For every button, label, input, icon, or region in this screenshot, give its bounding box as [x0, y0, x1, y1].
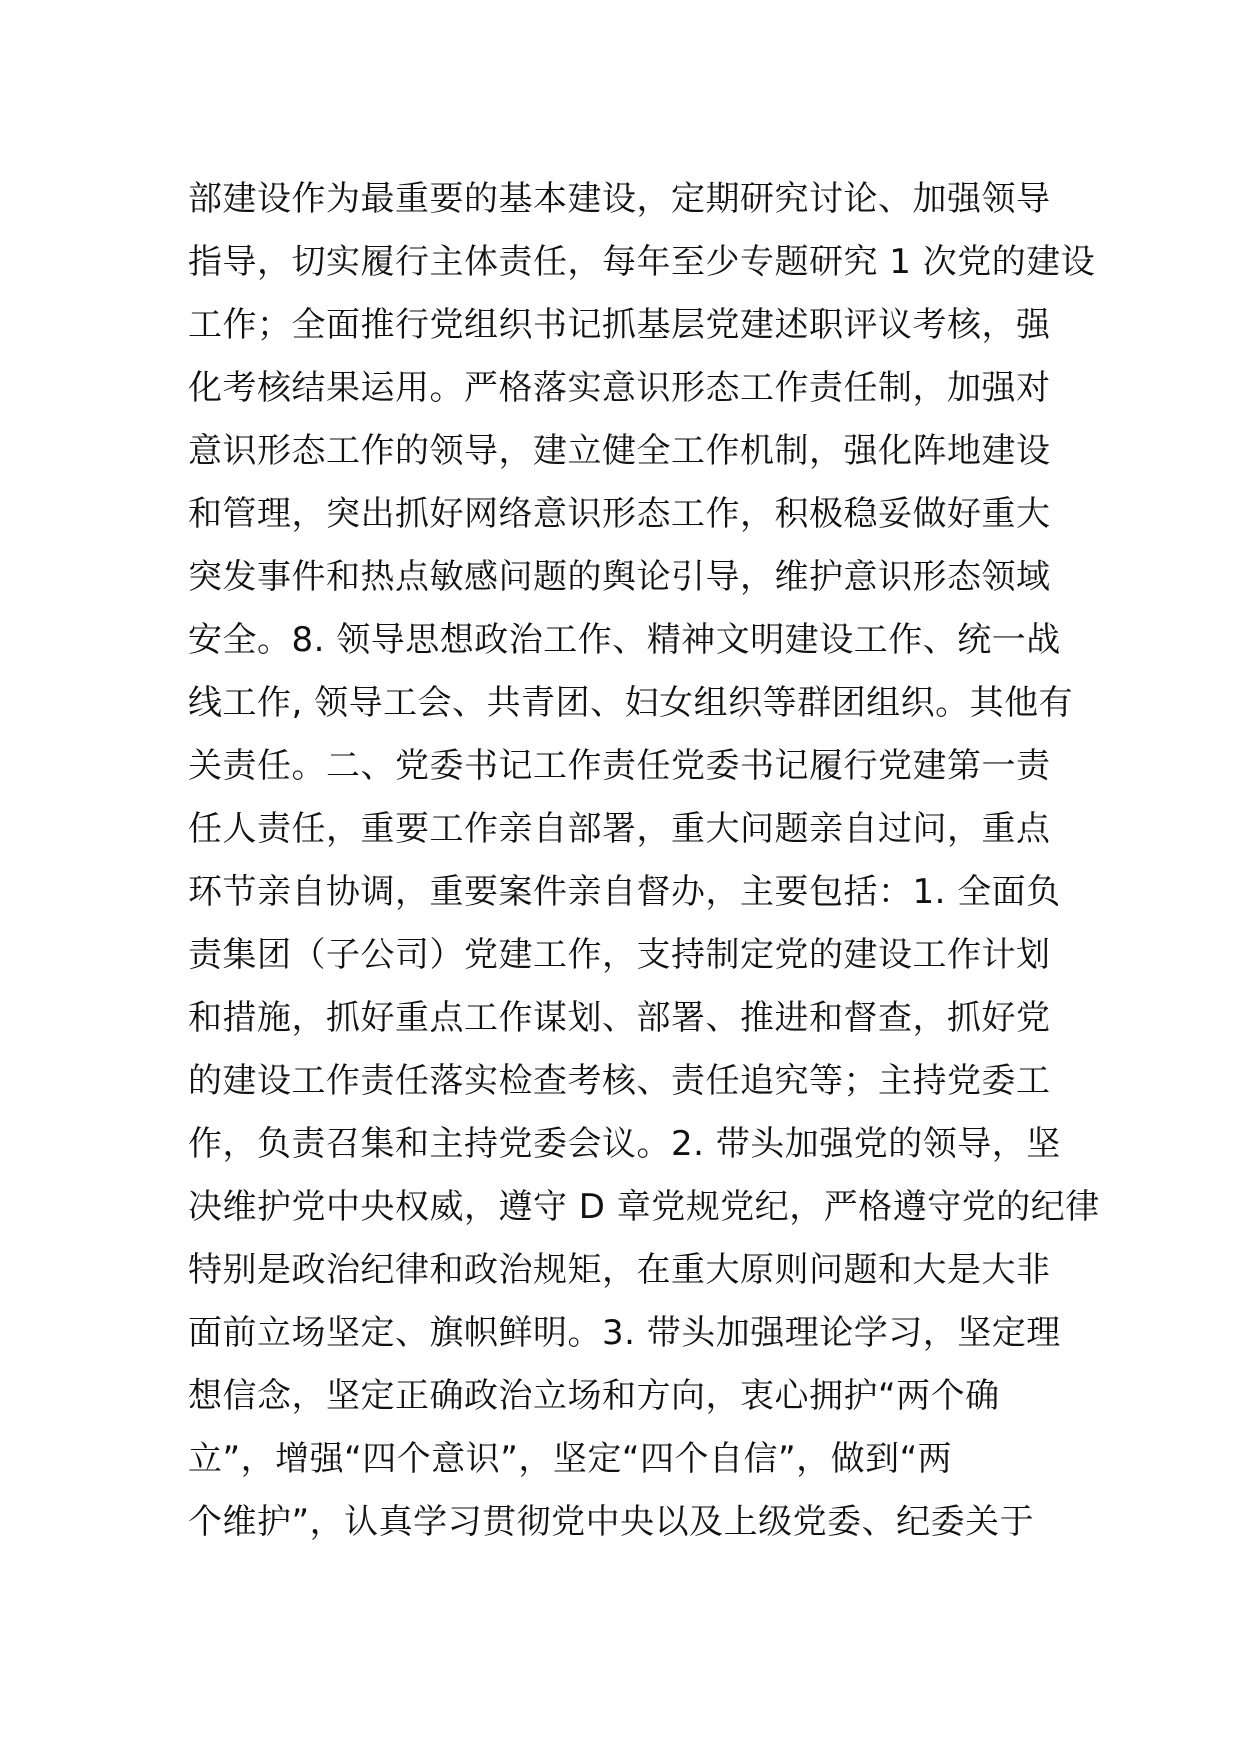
text-line: 化考核结果运用。严格落实意识形态工作责任制，加强对 [188, 368, 1051, 408]
text-line: 线工作, 领导工会、共青团、妇女组织等群团组织。其他有 [188, 683, 1074, 723]
text-line: 意识形态工作的领导，建立健全工作机制，强化阵地建设 [188, 431, 1051, 471]
text-line: 的建设工作责任落实检查考核、责任追究等；主持党委工 [188, 1061, 1051, 1101]
text-line: 想信念，坚定正确政治立场和方向，衷心拥护“两个确 [188, 1376, 1000, 1416]
text-line: 安全。8. 领导思想政治工作、精神文明建设工作、统一战 [188, 620, 1061, 660]
body-text [188, 168, 1100, 1554]
text-line: 决维护党中央权威，遵守 D 章党规党纪，严格遵守党的纪律 [188, 1187, 1100, 1227]
text-line: 环节亲自协调，重要案件亲自督办，主要包括：1. 全面负 [188, 872, 1061, 912]
text-line: 面前立场坚定、旗帜鲜明。3. 带头加强理论学习，坚定理 [188, 1313, 1061, 1353]
text-line: 工作；全面推行党组织书记抓基层党建述职评议考核，强 [188, 305, 1051, 345]
text-line: 个维护”，认真学习贯彻党中央以及上级党委、纪委关于 [188, 1502, 1035, 1542]
text-line: 指导，切实履行主体责任，每年至少专题研究 1 次党的建设 [188, 242, 1096, 282]
text-line: 作，负责召集和主持党委会议。2. 带头加强党的领导，坚 [188, 1124, 1061, 1164]
text-line: 责集团（子公司）党建工作，支持制定党的建设工作计划 [188, 935, 1051, 975]
text-line: 部建设作为最重要的基本建设，定期研究讨论、加强领导 [188, 179, 1051, 219]
text-line: 突发事件和热点敏感问题的舆论引导，维护意识形态领域 [188, 557, 1051, 597]
text-line: 任人责任，重要工作亲自部署，重大问题亲自过问，重点 [188, 809, 1051, 849]
text-line: 和措施，抓好重点工作谋划、部署、推进和督查，抓好党 [188, 998, 1051, 1038]
text-line: 和管理，突出抓好网络意识形态工作，积极稳妥做好重大 [188, 494, 1051, 534]
text-line: 立”，增强“四个意识”，坚定“四个自信”，做到“两 [188, 1439, 953, 1479]
text-line: 特别是政治纪律和政治规矩，在重大原则问题和大是大非 [188, 1250, 1051, 1290]
text-line: 关责任。二、党委书记工作责任党委书记履行党建第一责 [188, 746, 1051, 786]
